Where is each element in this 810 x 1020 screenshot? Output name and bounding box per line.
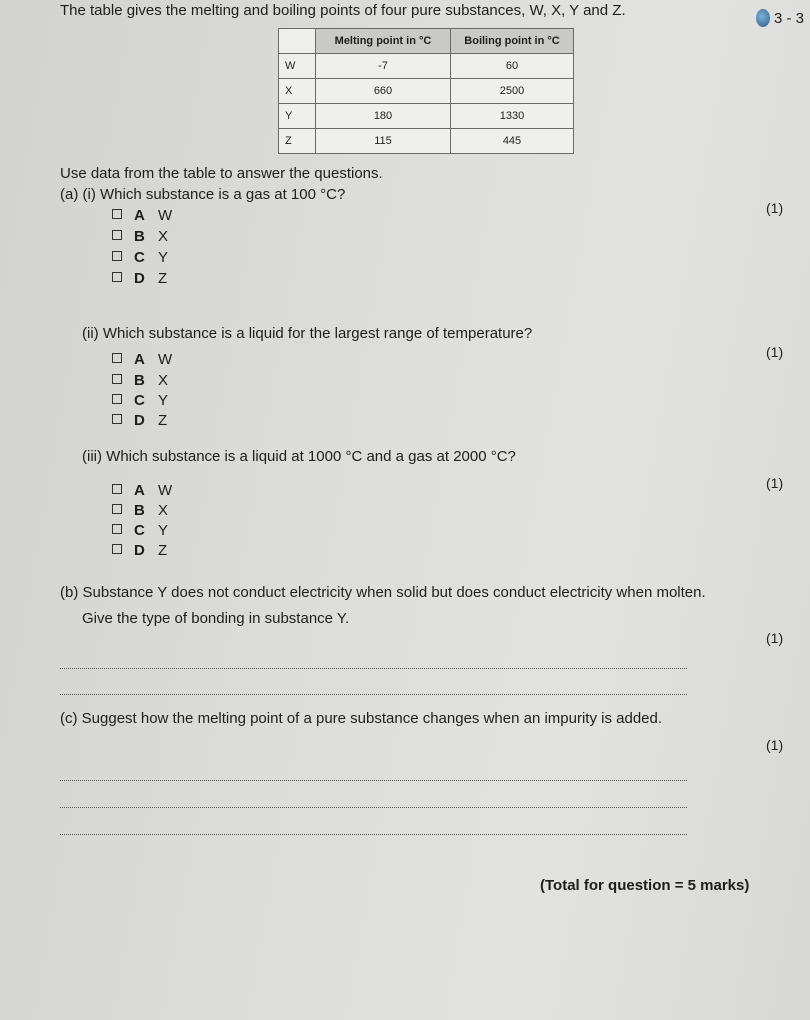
option-letter: C bbox=[134, 392, 145, 409]
question-b-prompt: Give the type of bonding in substance Y. bbox=[82, 610, 350, 627]
option-value: Z bbox=[158, 270, 168, 287]
checkbox[interactable] bbox=[112, 414, 122, 424]
option-letter: A bbox=[134, 207, 145, 224]
answer-line[interactable] bbox=[60, 694, 687, 695]
question-a-i: (a) (i) Which substance is a gas at 100 °C? bbox=[60, 186, 346, 203]
table-header: Melting point in °C bbox=[316, 29, 451, 54]
option-qa_ii-1[interactable] bbox=[112, 372, 168, 389]
checkbox[interactable] bbox=[112, 209, 122, 219]
checkbox[interactable] bbox=[112, 230, 122, 240]
answer-line[interactable] bbox=[60, 780, 687, 781]
table-cell: Y bbox=[279, 104, 316, 129]
marks-label: (1) bbox=[766, 344, 784, 360]
instruction-text: Use data from the table to answer the questions. bbox=[60, 165, 383, 182]
option-qa_ii-0[interactable] bbox=[112, 351, 172, 368]
question-b: (b) Substance Y does not conduct electricity when solid but does conduct electricity when molten. bbox=[60, 584, 706, 601]
table-cell: 660 bbox=[316, 79, 451, 104]
table-header: Boiling point in °C bbox=[451, 29, 574, 54]
question-a-ii: (ii) Which substance is a liquid for the largest range of temperature? bbox=[82, 325, 533, 342]
option-qa_i-3[interactable] bbox=[112, 270, 167, 287]
data-table bbox=[278, 28, 574, 154]
marks-label: (1) bbox=[766, 737, 784, 753]
option-value: Y bbox=[158, 249, 169, 266]
checkbox[interactable] bbox=[112, 504, 122, 514]
option-letter: B bbox=[134, 372, 145, 389]
option-value: W bbox=[158, 482, 173, 499]
page-label: 3 - 3 bbox=[774, 10, 805, 27]
option-qa_ii-3[interactable] bbox=[112, 412, 167, 429]
option-value: W bbox=[158, 207, 173, 224]
option-qa_i-0[interactable] bbox=[112, 207, 172, 224]
option-letter: C bbox=[134, 522, 145, 539]
table-header-row bbox=[279, 29, 574, 54]
option-letter: C bbox=[134, 249, 145, 266]
option-letter: A bbox=[134, 351, 145, 368]
option-letter: D bbox=[134, 270, 145, 287]
question-a-iii: (iii) Which substance is a liquid at 1000 °C and a gas at 2000 °C? bbox=[82, 448, 516, 465]
checkbox[interactable] bbox=[112, 544, 122, 554]
table-cell: -7 bbox=[316, 54, 451, 79]
option-letter: D bbox=[134, 542, 145, 559]
table-cell: 1330 bbox=[451, 104, 574, 129]
option-qa_iii-3[interactable] bbox=[112, 542, 167, 559]
option-qa_iii-0[interactable] bbox=[112, 482, 172, 499]
table-cell: 180 bbox=[316, 104, 451, 129]
checkbox[interactable] bbox=[112, 251, 122, 261]
answer-line[interactable] bbox=[60, 834, 687, 835]
option-value: Y bbox=[158, 392, 169, 409]
option-value: W bbox=[158, 351, 173, 368]
option-value: X bbox=[158, 502, 169, 519]
marks-label: (1) bbox=[766, 475, 784, 491]
checkbox[interactable] bbox=[112, 524, 122, 534]
checkbox[interactable] bbox=[112, 272, 122, 282]
table-row bbox=[279, 129, 574, 154]
table-row bbox=[279, 54, 574, 79]
total-marks: (Total for question = 5 marks) bbox=[540, 877, 750, 894]
table-row bbox=[279, 104, 574, 129]
option-value: X bbox=[158, 372, 169, 389]
marks-label: (1) bbox=[766, 630, 784, 646]
question-c: (c) Suggest how the melting point of a pure substance changes when an impurity is added. bbox=[60, 710, 663, 727]
checkbox[interactable] bbox=[112, 353, 122, 363]
table-cell: Z bbox=[279, 129, 316, 154]
option-qa_i-2[interactable] bbox=[112, 249, 168, 266]
table-cell: X bbox=[279, 79, 316, 104]
option-letter: B bbox=[134, 228, 145, 245]
table-header bbox=[279, 29, 316, 54]
option-qa_iii-2[interactable] bbox=[112, 522, 168, 539]
table-cell: W bbox=[279, 54, 316, 79]
option-value: Y bbox=[158, 522, 169, 539]
option-letter: D bbox=[134, 412, 145, 429]
answer-line[interactable] bbox=[60, 807, 687, 808]
marks-label: (1) bbox=[766, 200, 784, 216]
option-qa_iii-1[interactable] bbox=[112, 502, 168, 519]
option-letter: A bbox=[134, 482, 145, 499]
checkbox[interactable] bbox=[112, 484, 122, 494]
checkbox[interactable] bbox=[112, 374, 122, 384]
option-value: X bbox=[158, 228, 169, 245]
drop-icon bbox=[756, 9, 770, 27]
option-value: Z bbox=[158, 542, 168, 559]
option-letter: B bbox=[134, 502, 145, 519]
checkbox[interactable] bbox=[112, 394, 122, 404]
intro-text: The table gives the melting and boiling points of four pure substances, W, X, Y and Z. bbox=[60, 2, 626, 19]
table-cell: 445 bbox=[451, 129, 574, 154]
option-value: Z bbox=[158, 412, 168, 429]
answer-line[interactable] bbox=[60, 668, 687, 669]
option-qa_ii-2[interactable] bbox=[112, 392, 168, 409]
table-cell: 115 bbox=[316, 129, 451, 154]
table-cell: 2500 bbox=[451, 79, 574, 104]
option-qa_i-1[interactable] bbox=[112, 228, 168, 245]
table-cell: 60 bbox=[451, 54, 574, 79]
table-row bbox=[279, 79, 574, 104]
